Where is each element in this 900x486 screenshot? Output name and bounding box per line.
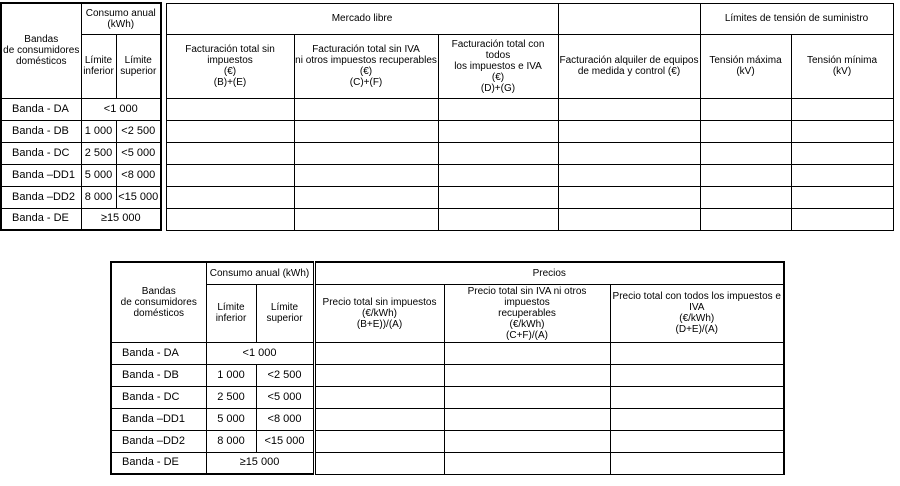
data-cell: [438, 208, 558, 230]
table-row: [111, 342, 784, 364]
limite-inferior-value: 5 000: [81, 164, 116, 186]
limite-inferior-value: 8 000: [206, 430, 256, 452]
limite-inferior-value: 2 500: [81, 142, 116, 164]
band-label: Banda - DE: [111, 452, 206, 474]
data-cell: [314, 364, 444, 386]
blank-header: [558, 3, 700, 34]
limite-inferior-header: Límite inferior: [81, 34, 116, 98]
band-label: Banda –DD2: [111, 430, 206, 452]
fact-sin-iva-header: Facturación total sin IVA ni otros impuestos recuperables (€) (C)+(F): [294, 34, 438, 98]
data-cell: [444, 408, 610, 430]
tension-maxima-header: Tensión máxima (kV): [700, 34, 791, 98]
data-cell: [444, 430, 610, 452]
limite-inferior-value: 1 000: [206, 364, 256, 386]
limite-superior-header: Límite superior: [116, 34, 161, 98]
data-cell: [314, 386, 444, 408]
data-cell: [314, 342, 444, 364]
data-cell: [558, 98, 700, 120]
limite-superior-header: Límite superior: [256, 284, 314, 342]
data-cell: [558, 186, 700, 208]
limite-superior-value: <15 000: [256, 430, 314, 452]
data-cell: [700, 120, 791, 142]
band-label: Banda - DB: [111, 364, 206, 386]
bandas-header: Bandas de consumidores domésticos: [1, 3, 81, 98]
limite-superior-value: <8 000: [116, 164, 161, 186]
data-cell: [438, 120, 558, 142]
data-cell: [558, 164, 700, 186]
data-cell: [700, 142, 791, 164]
data-cell: [791, 142, 893, 164]
data-cell: [294, 186, 438, 208]
data-cell: [444, 386, 610, 408]
band-label: Banda - DA: [111, 342, 206, 364]
data-cell: [294, 142, 438, 164]
table-row: [111, 386, 784, 408]
data-cell: [438, 98, 558, 120]
data-cell: [444, 342, 610, 364]
data-cell: [166, 164, 294, 186]
table-row: [111, 408, 784, 430]
data-cell: [294, 164, 438, 186]
consumo-range: <1 000: [206, 342, 314, 364]
data-cell: [438, 142, 558, 164]
band-label: Banda - DA: [1, 98, 81, 120]
alquiler-header: Facturación alquiler de equipos de medida y control (€): [558, 34, 700, 98]
band-label: Banda - DC: [1, 142, 81, 164]
band-label: Banda –DD1: [1, 164, 81, 186]
table-row: [111, 364, 784, 386]
table-row: [111, 430, 784, 452]
tension-minima-header: Tensión mínima (kV): [791, 34, 893, 98]
table-row: [111, 452, 784, 474]
data-cell: [166, 142, 294, 164]
data-cell: [314, 430, 444, 452]
limite-superior-value: <8 000: [256, 408, 314, 430]
precio-con-todos-header: Precio total con todos los impuestos e IVA (€/kWh) (D+E)/(A): [610, 284, 784, 342]
billing-table: [0, 2, 894, 231]
limite-superior-value: <2 500: [116, 120, 161, 142]
data-cell: [166, 98, 294, 120]
data-cell: [610, 386, 784, 408]
table-row: [1, 142, 893, 164]
fact-con-todos-header: Facturación total con todos los impuestos e IVA (€) (D)+(G): [438, 34, 558, 98]
limites-tension-header: Límites de tensión de suministro: [700, 3, 893, 34]
data-cell: [610, 408, 784, 430]
limite-inferior-value: 8 000: [81, 186, 116, 208]
fact-sin-impuestos-header: Facturación total sin impuestos (€) (B)+(E): [166, 34, 294, 98]
consumo-range: ≥15 000: [206, 452, 314, 474]
data-cell: [438, 186, 558, 208]
data-cell: [444, 452, 610, 474]
band-label: Banda –DD1: [111, 408, 206, 430]
band-label: Banda –DD2: [1, 186, 81, 208]
table-row: [1, 186, 893, 208]
limite-inferior-value: 2 500: [206, 386, 256, 408]
limite-superior-value: <5 000: [256, 386, 314, 408]
prices-table: [110, 261, 785, 475]
data-cell: [166, 186, 294, 208]
data-cell: [610, 430, 784, 452]
data-cell: [444, 364, 610, 386]
table-row: [1, 164, 893, 186]
data-cell: [314, 408, 444, 430]
band-label: Banda - DE: [1, 208, 81, 230]
limite-superior-value: <15 000: [116, 186, 161, 208]
data-cell: [791, 208, 893, 230]
data-cell: [610, 452, 784, 474]
limite-inferior-header: Límite inferior: [206, 284, 256, 342]
data-cell: [438, 164, 558, 186]
data-cell: [700, 208, 791, 230]
data-cell: [558, 208, 700, 230]
data-cell: [314, 452, 444, 474]
data-cell: [558, 142, 700, 164]
data-cell: [294, 208, 438, 230]
bandas-header: Bandas de consumidores domésticos: [111, 262, 206, 342]
data-cell: [610, 364, 784, 386]
data-cell: [700, 98, 791, 120]
band-label: Banda - DC: [111, 386, 206, 408]
band-label: Banda - DB: [1, 120, 81, 142]
table-row: [1, 208, 893, 230]
limite-superior-value: <2 500: [256, 364, 314, 386]
data-cell: [166, 120, 294, 142]
data-cell: [791, 120, 893, 142]
limite-superior-value: <5 000: [116, 142, 161, 164]
table-row: [1, 98, 893, 120]
consumo-range: ≥15 000: [81, 208, 161, 230]
data-cell: [558, 120, 700, 142]
consumo-header: Consumo anual (kWh): [206, 262, 314, 284]
precios-header: Precios: [314, 262, 784, 284]
data-cell: [294, 120, 438, 142]
table-row: [1, 120, 893, 142]
consumo-range: <1 000: [81, 98, 161, 120]
data-cell: [700, 164, 791, 186]
precio-sin-iva-header: Precio total sin IVA ni otros impuestos recuperables (€/kWh) (C+F)/(A): [444, 284, 610, 342]
data-cell: [791, 186, 893, 208]
data-cell: [294, 98, 438, 120]
consumo-header: Consumo anual (kWh): [81, 3, 161, 34]
data-cell: [791, 164, 893, 186]
limite-inferior-value: 1 000: [81, 120, 116, 142]
data-cell: [610, 342, 784, 364]
precio-sin-impuestos-header: Precio total sin impuestos (€/kWh) (B+E))/(A): [314, 284, 444, 342]
limite-inferior-value: 5 000: [206, 408, 256, 430]
mercado-libre-header: Mercado libre: [166, 3, 558, 34]
data-cell: [791, 98, 893, 120]
data-cell: [700, 186, 791, 208]
data-cell: [166, 208, 294, 230]
